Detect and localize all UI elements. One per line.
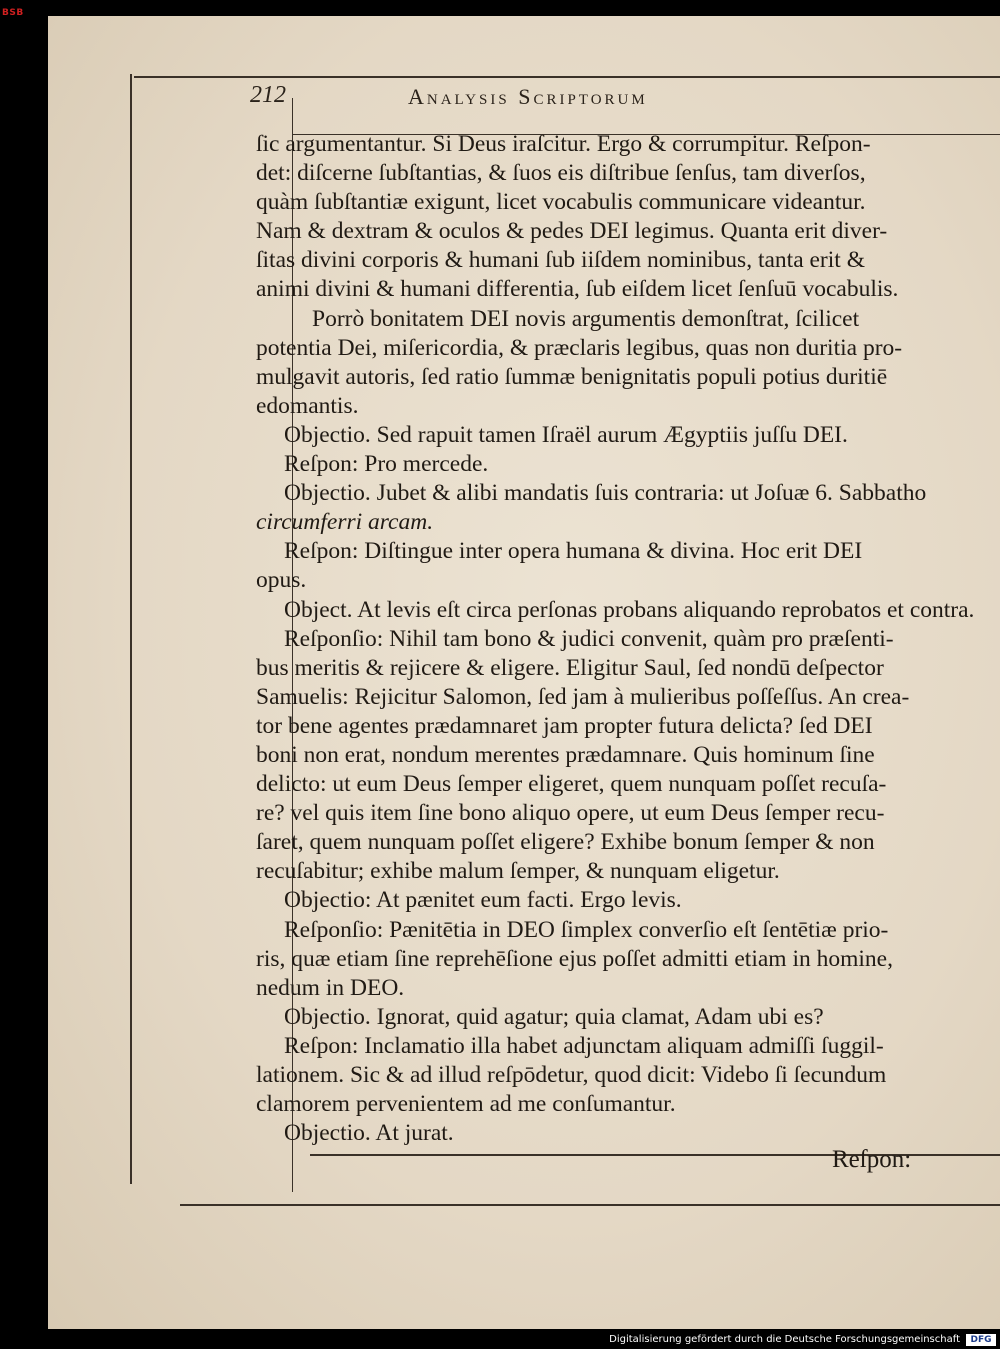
text-line: potentia Dei, miſericordia, & præclaris legibus, quas non duritia pro- [256,334,903,361]
text-line: Reſpon: Pro mercede. [284,451,489,478]
page-number: 212 [250,82,286,108]
text-line: Objectio. At jurat. [284,1120,454,1147]
text-line: clamorem pervenientem ad me conſumantur. [256,1091,676,1118]
text-line: ſic argumentantur. Si Deus iraſcitur. Ergo & corrumpitur. Reſpon- [256,131,871,157]
library-mark: BSB [2,8,24,18]
text-line: ſitas divini corporis & humani ſub iiſdem nominibus, tanta erit & [256,247,865,274]
text-line: Object. At levis eſt circa perſonas probans aliquando reprobatos et contra. [284,596,975,623]
text-line: ris, quæ etiam ſine reprehēſione ejus poſſet admitti etiam in homine, [256,945,893,972]
text-line: nedum in DEO. [256,974,405,1001]
text-line: quàm ſubſtantiæ exigunt, licet vocabulis communicare videantur. [256,189,866,216]
text-line: Samuelis: Rejicitur Salomon, ſed jam à mulieribus poſſeſſus. An crea- [256,683,910,710]
text-line: recuſabitur; exhibe malum ſemper, & nunquam eligetur. [256,858,780,885]
text-line: Reſponſio: Nihil tam bono & judici convenit, quàm pro præſenti- [284,625,894,652]
text-line: Porrò bonitatem DEI novis argumentis demonſtrat, ſcilicet [312,305,860,332]
running-head: Analysis Scriptorum [408,84,648,109]
catchword: Reſpon: [832,1146,912,1173]
text-line: ſaret, quem nunquam poſſet eligere? Exhibe bonum ſemper & non [256,829,875,856]
body-text [256,130,975,1148]
text-line: delicto: ut eum Deus ſemper eligeret, quem nunquam poſſet recuſa- [256,771,887,798]
text-line: Nam & dextram & oculos & pedes DEI legimus. Quanta erit diver- [256,218,888,245]
text-line: Reſponſio: Pænitētia in DEO ſimplex converſio eſt ſentētiæ prio- [284,916,889,943]
text-line: opus. [256,567,307,594]
text-line: Objectio: At pænitet eum facti. Ergo levis. [284,887,682,914]
text-line: Objectio. Ignorat, quid agatur; quia clamat, Adam ubi es? [284,1003,824,1030]
dfg-logo: DFG [966,1334,996,1346]
top-rule [134,76,1000,78]
text-line: mulgavit autoris, ſed ratio ſummæ benignitatis populi potius duritiē [256,363,888,390]
text-line: boni non erat, nondum merentes prædamnare. Quis hominum ſine [256,741,875,768]
text-line: animi divini & humani differentia, ſub eiſdem licet ſenſuū vocabulis. [256,276,899,303]
text-line: det: diſcerne ſubſtantias, & ſuos eis diſtribue ſenſus, tam diverſos, [256,160,866,187]
text-line: Objectio. Sed rapuit tamen Iſraël aurum Ægyptiis juſſu DEI. [284,421,848,448]
text-line: circumferri arcam. [256,509,434,536]
text-line: Reſpon: Diſtingue inter opera humana & divina. Hoc erit DEI [284,538,863,565]
text-line: bus meritis & rejicere & eligere. Eligitur Saul, ſed nondū deſpector [256,654,884,681]
digitization-credit: Digitalisierung gefördert durch die Deutsche Forschungsgemeinschaft [609,1334,960,1345]
text-line: re? vel quis item ſine bono aliquo opere, ut eum Deus ſemper recu- [256,800,885,827]
text-line: lationem. Sic & ad illud reſpōdetur, quod dicit: Videbo ſi ſecundum [256,1062,887,1088]
outer-bottom-rule [180,1204,1000,1206]
text-line: Objectio. Jubet & alibi mandatis ſuis contraria: ut Joſuæ 6. Sabbatho [284,480,927,507]
text-line: Reſpon: Inclamatio illa habet adjunctam aliquam admiſſi ſuggil- [284,1032,884,1059]
text-line: edomantis. [256,392,359,419]
text-line: tor bene agentes prædamnaret jam propter futura delicta? ſed DEI [256,712,873,739]
